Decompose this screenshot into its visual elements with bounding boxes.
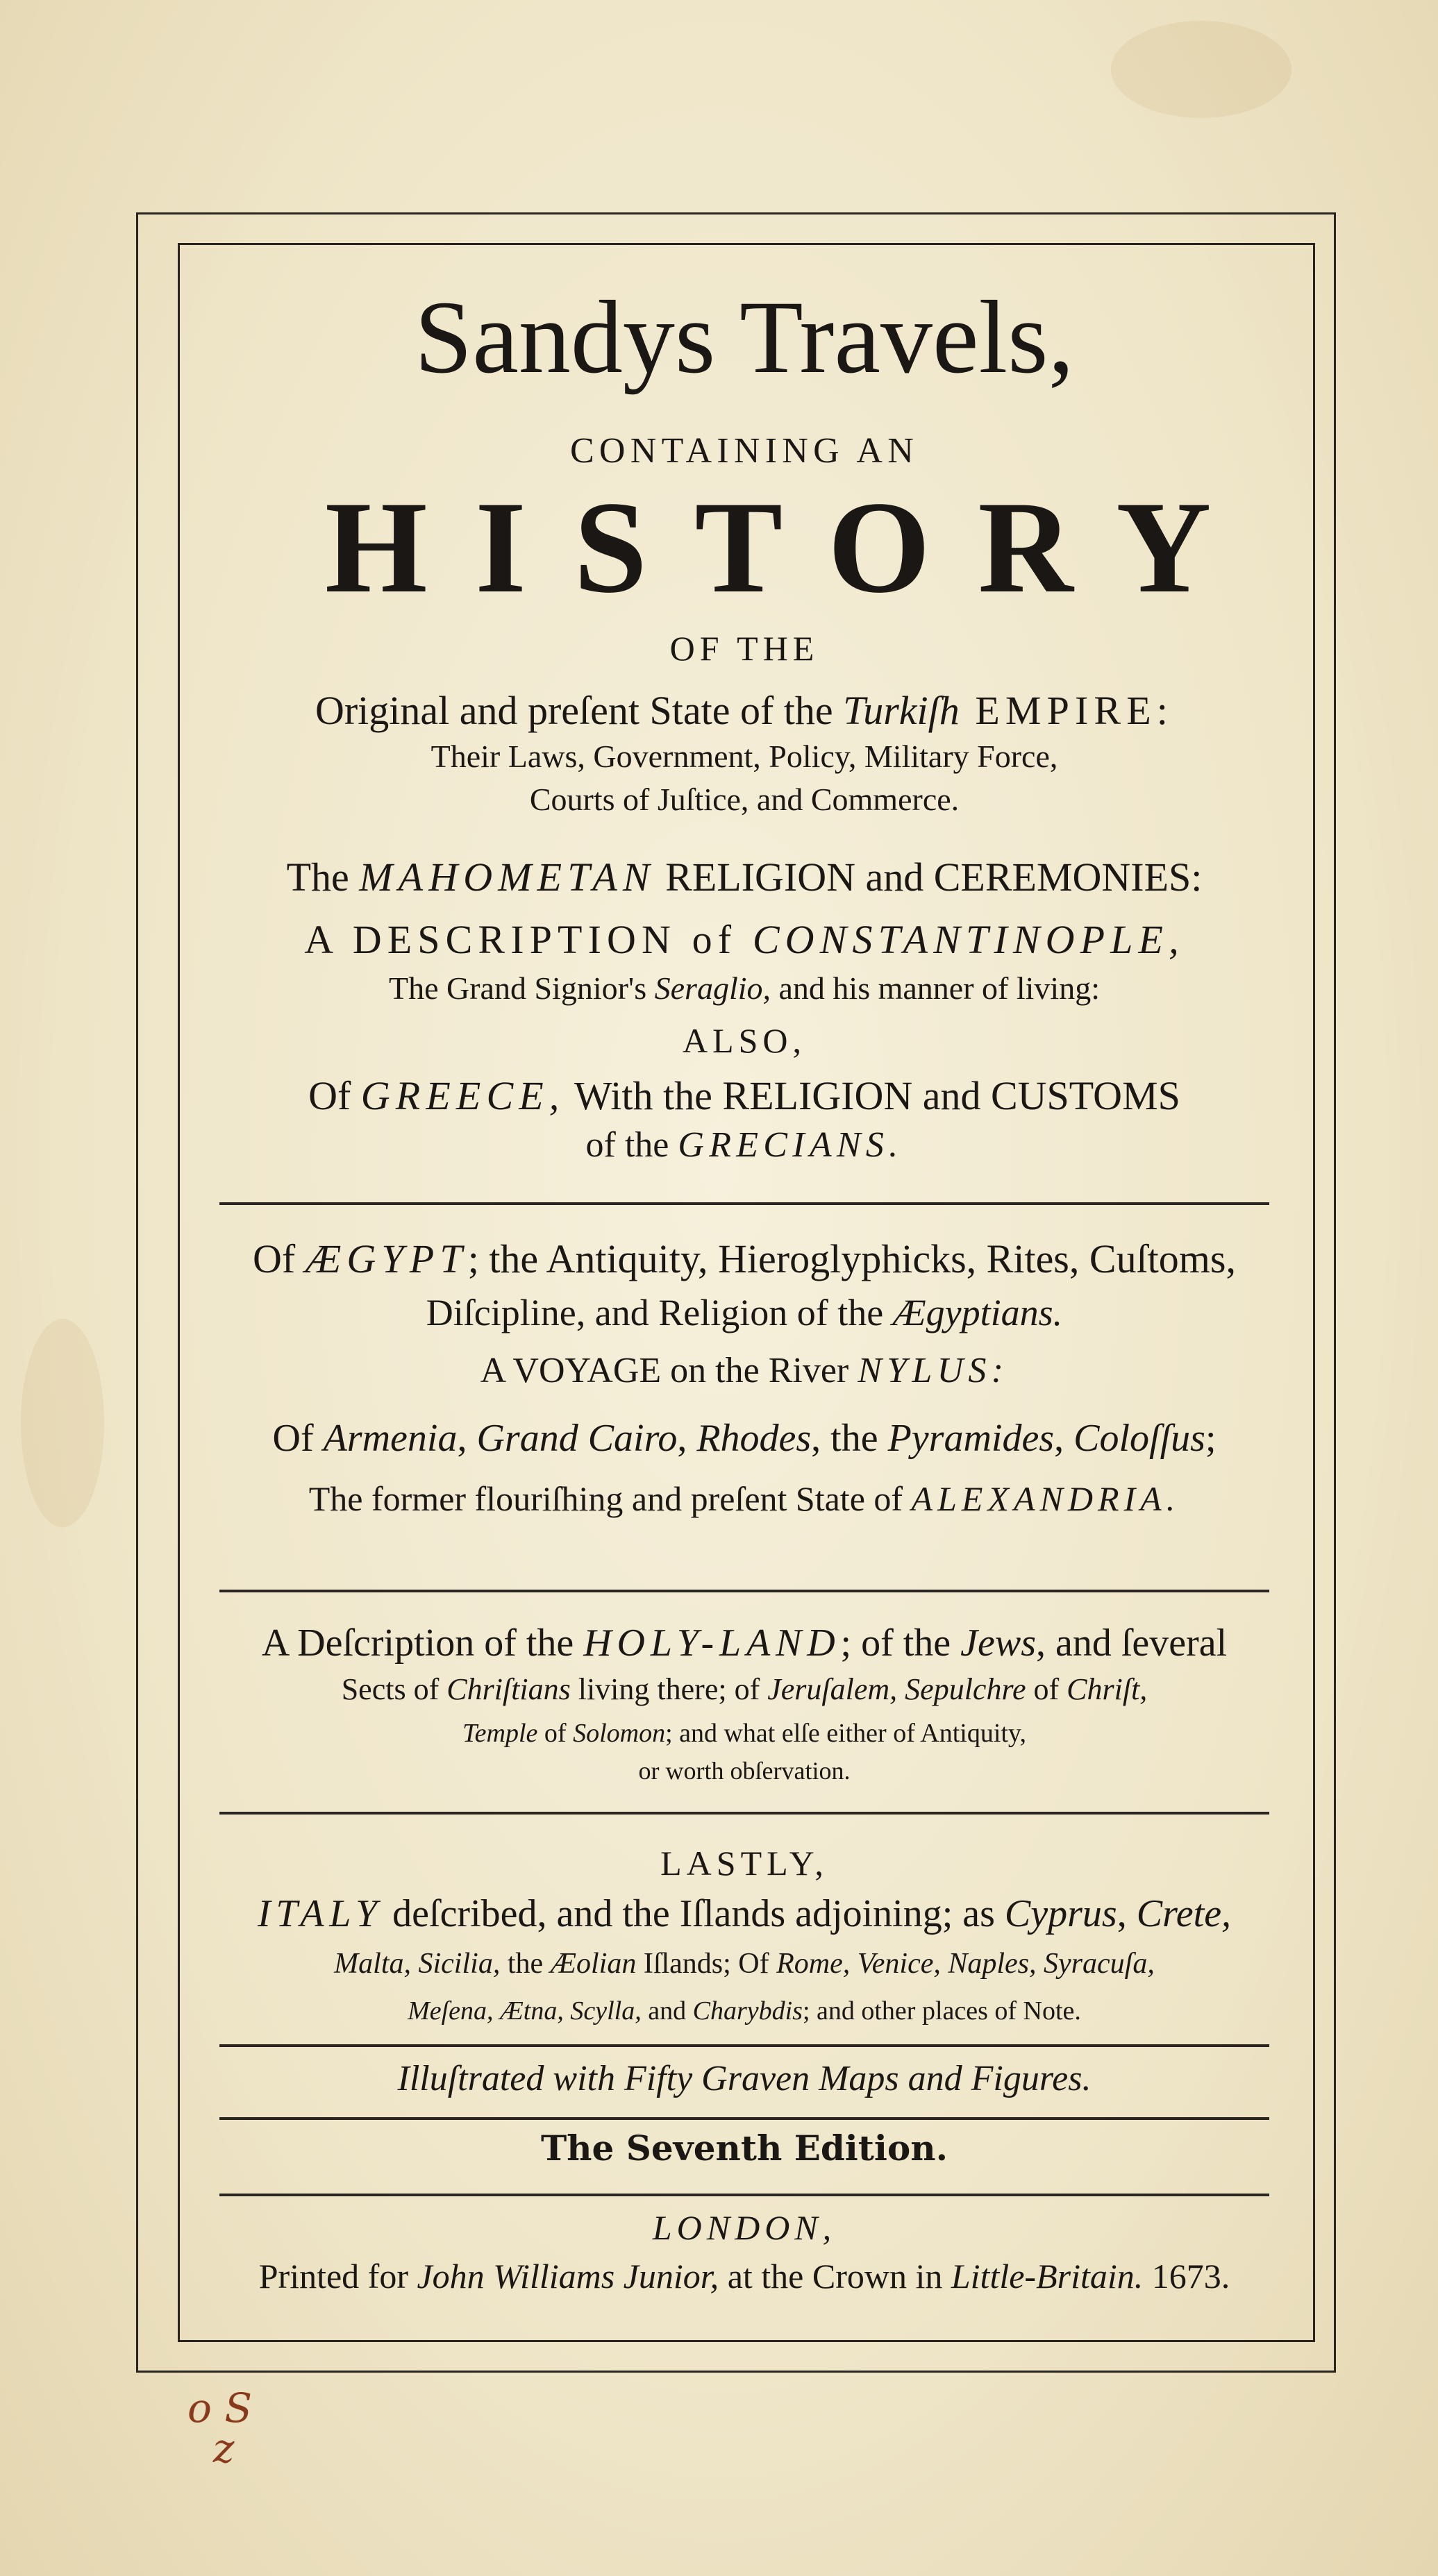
history-heading: HISTORY	[324, 475, 1259, 621]
grecians-line: of the GRECIANS.	[585, 1125, 903, 1165]
divider-rule	[219, 2044, 1269, 2047]
divider-rule	[219, 1202, 1269, 1205]
paper-stain	[21, 1319, 104, 1527]
of-the-line: OF THE	[669, 629, 819, 668]
edition-line: The Seventh Edition.	[540, 2128, 948, 2169]
alexandria-line: The former flouriſhing and preſent State of ALEXANDRIA.	[308, 1479, 1180, 1518]
christians-line: Sects of Chriſtians living there; of Jeruſalem, Sepulchre of Chriſt,	[341, 1672, 1148, 1706]
illustrated-line: Illuſtrated with Fifty Graven Maps and Figures.	[397, 2059, 1092, 2098]
subtitle-containing: CONTAINING AN	[569, 431, 919, 471]
book-title: Sandys Travels,	[414, 280, 1075, 395]
seraglio-line: The Grand Signior's Seraglio, and his manner of living:	[389, 970, 1100, 1006]
lastly-line: LASTLY,	[660, 1844, 828, 1883]
paper-stain	[1111, 21, 1291, 118]
title-page	[178, 243, 1311, 2338]
mahometan-line: The MAHOMETAN RELIGION and CEREMONIES:	[286, 855, 1203, 900]
discipline-line: Diſcipline, and Religion of the Ægyptians.	[426, 1292, 1063, 1333]
courts-line: Courts of Juſtice, and Commerce.	[529, 782, 960, 817]
constantinople-line: A DESCRIPTION of CONSTANTINOPLE,	[304, 917, 1185, 962]
divider-rule	[219, 1590, 1269, 1592]
voyage-line: A VOYAGE on the River NYLUS:	[480, 1351, 1009, 1390]
observation-line: or worth obſervation.	[638, 1757, 851, 1785]
divider-rule	[219, 2194, 1269, 2196]
italy-line: ITALY deſcribed, and the Iſlands adjoining; as Cyprus, Crete,	[257, 1892, 1232, 1935]
imprint-city: LONDON,	[652, 2208, 837, 2247]
islands-line: Malta, Sicilia, the Æolian Iſlands; Of Rome, Venice, Naples, Syracuſa,	[334, 1948, 1155, 1980]
divider-rule	[219, 1812, 1269, 1815]
imprint-line: Printed for John Williams Junior, at the Crown in Little-Britain. 1673.	[258, 2257, 1230, 2296]
holy-land-line: A Deſcription of the HOLY-LAND; of the Jews, and ſeveral	[261, 1622, 1228, 1665]
temple-line: Temple of Solomon; and what elſe either of Antiquity,	[462, 1719, 1026, 1748]
turkish-empire-line: Original and preſent State of the Turkiſh EMPIRE:	[315, 688, 1174, 733]
greece-line: Of GREECE, With the RELIGION and CUSTOMS	[308, 1073, 1180, 1118]
divider-rule	[219, 2117, 1269, 2120]
laws-line: Their Laws, Government, Policy, Military Force,	[430, 739, 1058, 774]
armenia-line: Of Armenia, Grand Cairo, Rhodes, the Pyramides, Coloſſus;	[272, 1417, 1217, 1460]
handwritten-margin-note: o S z	[187, 2384, 253, 2472]
also-line: ALSO,	[682, 1021, 807, 1060]
mesena-line: Meſena, Ætna, Scylla, and Charybdis; and other places of Note.	[408, 1996, 1081, 2026]
aegypt-line: Of ÆGYPT; the Antiquity, Hieroglyphicks, Rites, Cuſtoms,	[253, 1236, 1236, 1281]
